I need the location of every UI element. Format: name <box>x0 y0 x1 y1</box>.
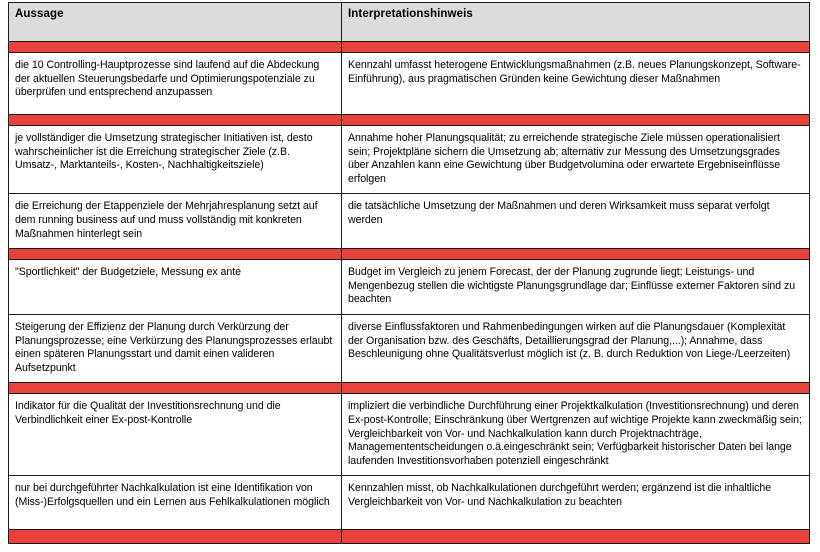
cell-interpretationshinweis <box>342 476 810 530</box>
cell-interpretationshinweis <box>342 260 810 315</box>
cell-text: impliziert die verbindliche Durchführung einer Projektkalkulation (Investitionsrechnung) und deren Ex-post-Kontrolle; Einschränkung über Wertgrenzen auf wichtige Projekte kann zweckmäßig sein; Vergleichbarkeit von Vor- und Nachkalkulation kann durch Projektnachträge, Managemententscheidungen o.ä.eingeschränkt sein; Verfügbarkeit historischer Daten bei lange laufenden Investitionsvorhaben potenziell eingeschränkt <box>348 400 802 467</box>
red-band-cell-left <box>9 249 342 260</box>
cell-text: die tatsächliche Umsetzung der Maßnahmen und deren Wirksamkeit muss separat verfolgt werden <box>348 200 770 226</box>
table-row <box>9 126 810 194</box>
cell-aussage <box>9 476 342 530</box>
red-separator-band-3 <box>9 249 810 260</box>
cell-text: Budget im Vergleich zu jenem Forecast, der der Planung zugrunde liegt; Leistungs- und Mengenbezug stellen die wichtigste Planungsgrundlage dar; Einflüsse externer Faktoren sind zu beachten <box>348 266 796 306</box>
red-band-cell-right <box>342 115 810 126</box>
column-header-interpretationshinweis: Interpretationshinweis <box>342 3 810 42</box>
cell-text: die Erreichung der Etappenziele der Mehrjahresplanung setzt auf dem running business auf und muss vollständig mit konkreten Maßnahmen hinterlegt sein <box>15 200 318 240</box>
cell-aussage <box>9 194 342 249</box>
table-row <box>9 194 810 249</box>
table-container <box>8 2 809 544</box>
red-band-cell-left <box>9 383 342 394</box>
cell-aussage <box>9 53 342 115</box>
cell-text: die 10 Controlling-Hauptprozesse sind laufend auf die Abdeckung der aktuellen Steuerungsbedarfe und Optimierungspotenziale zu überprüfen und entsprechend anzupassen <box>15 59 320 99</box>
cell-text: Annahme hoher Planungsqualität; zu erreichende strategische Ziele müssen operationalisiert sein; Projektpläne sichern die Umsetzung ab; alternativ zur Messung des Umsetzungsgrades über Anzahlen kann eine Gewichtung über Budgetvolumina oder erwartete Ergebniseinflüsse erfolgen <box>348 132 781 185</box>
red-band-cell-left <box>9 42 342 53</box>
red-band-cell-right <box>342 530 810 544</box>
table-row <box>9 314 810 382</box>
red-separator-band-2 <box>9 115 810 126</box>
red-separator-band-4 <box>9 383 810 394</box>
cell-interpretationshinweis <box>342 194 810 249</box>
cell-text: Indikator für die Qualität der Investitionsrechnung und die Verbindlichkeit einer Ex-post-Kontrolle <box>15 400 281 426</box>
table-header-row <box>9 3 810 42</box>
column-header-aussage: Aussage <box>9 3 342 42</box>
cell-interpretationshinweis <box>342 314 810 382</box>
cell-aussage <box>9 260 342 315</box>
cell-text: nur bei durchgeführter Nachkalkulation ist eine Identifikation von (Miss-)Erfolgsquellen und ein Lernen aus Fehlkalkulationen möglich <box>15 482 330 508</box>
cell-text: Steigerung der Effizienz der Planung durch Verkürzung der Planungsprozesse; eine Verkürzung des Planungsprozesses erlaubt einen späteren Planungsstart und damit einen valideren Aufsetzpunkt <box>15 320 333 374</box>
cell-text: "Sportlichkeit" der Budgetziele, Messung ex ante <box>15 266 241 279</box>
cell-text: Kennzahlen misst, ob Nachkalkulationen durchgeführt werden; ergänzend ist die inhaltliche Vergleichbarkeit von Vor- und Nachkalkulation zu beachten <box>348 482 772 508</box>
cell-interpretationshinweis <box>342 126 810 194</box>
red-separator-band-5 <box>9 530 810 544</box>
table-row <box>9 260 810 315</box>
cell-text: diverse Einflussfaktoren und Rahmenbedingungen wirken auf die Planungsdauer (Komplexität der Organisation bzw. des Geschäfts, Detaillierungsgrad der Planung,...); Annahme, dass Beschleunigung ohne Qualitätsverlust möglich ist (z. B. durch Reduktion von Liege-/Leerzeiten) <box>348 320 791 361</box>
cell-aussage <box>9 394 342 476</box>
cell-text: je vollständiger die Umsetzung strategischer Initiativen ist, desto wahrscheinlicher ist die Erreichung strategischer Ziele (z.B. Umsatz-, Marktanteils-, Kosten-, Nachhaltigkeitsziele) <box>15 132 313 172</box>
red-band-cell-left <box>9 115 342 126</box>
red-band-cell-right <box>342 249 810 260</box>
table-row <box>9 53 810 115</box>
table-row <box>9 394 810 476</box>
cell-interpretationshinweis <box>342 394 810 476</box>
red-band-cell-left <box>9 530 342 544</box>
red-separator-band-1 <box>9 42 810 53</box>
cell-aussage <box>9 126 342 194</box>
cell-interpretationshinweis <box>342 53 810 115</box>
aussage-interpretationshinweis-table <box>8 2 810 544</box>
cell-text: Kennzahl umfasst heterogene Entwicklungsmaßnahmen (z.B. neues Planungskonzept, Software-Einführung), aus pragmatischen Gründen keine Gewichtung dieser Maßnahmen <box>348 59 801 85</box>
table-row <box>9 476 810 530</box>
red-band-cell-right <box>342 383 810 394</box>
red-band-cell-right <box>342 42 810 53</box>
cell-aussage <box>9 314 342 382</box>
